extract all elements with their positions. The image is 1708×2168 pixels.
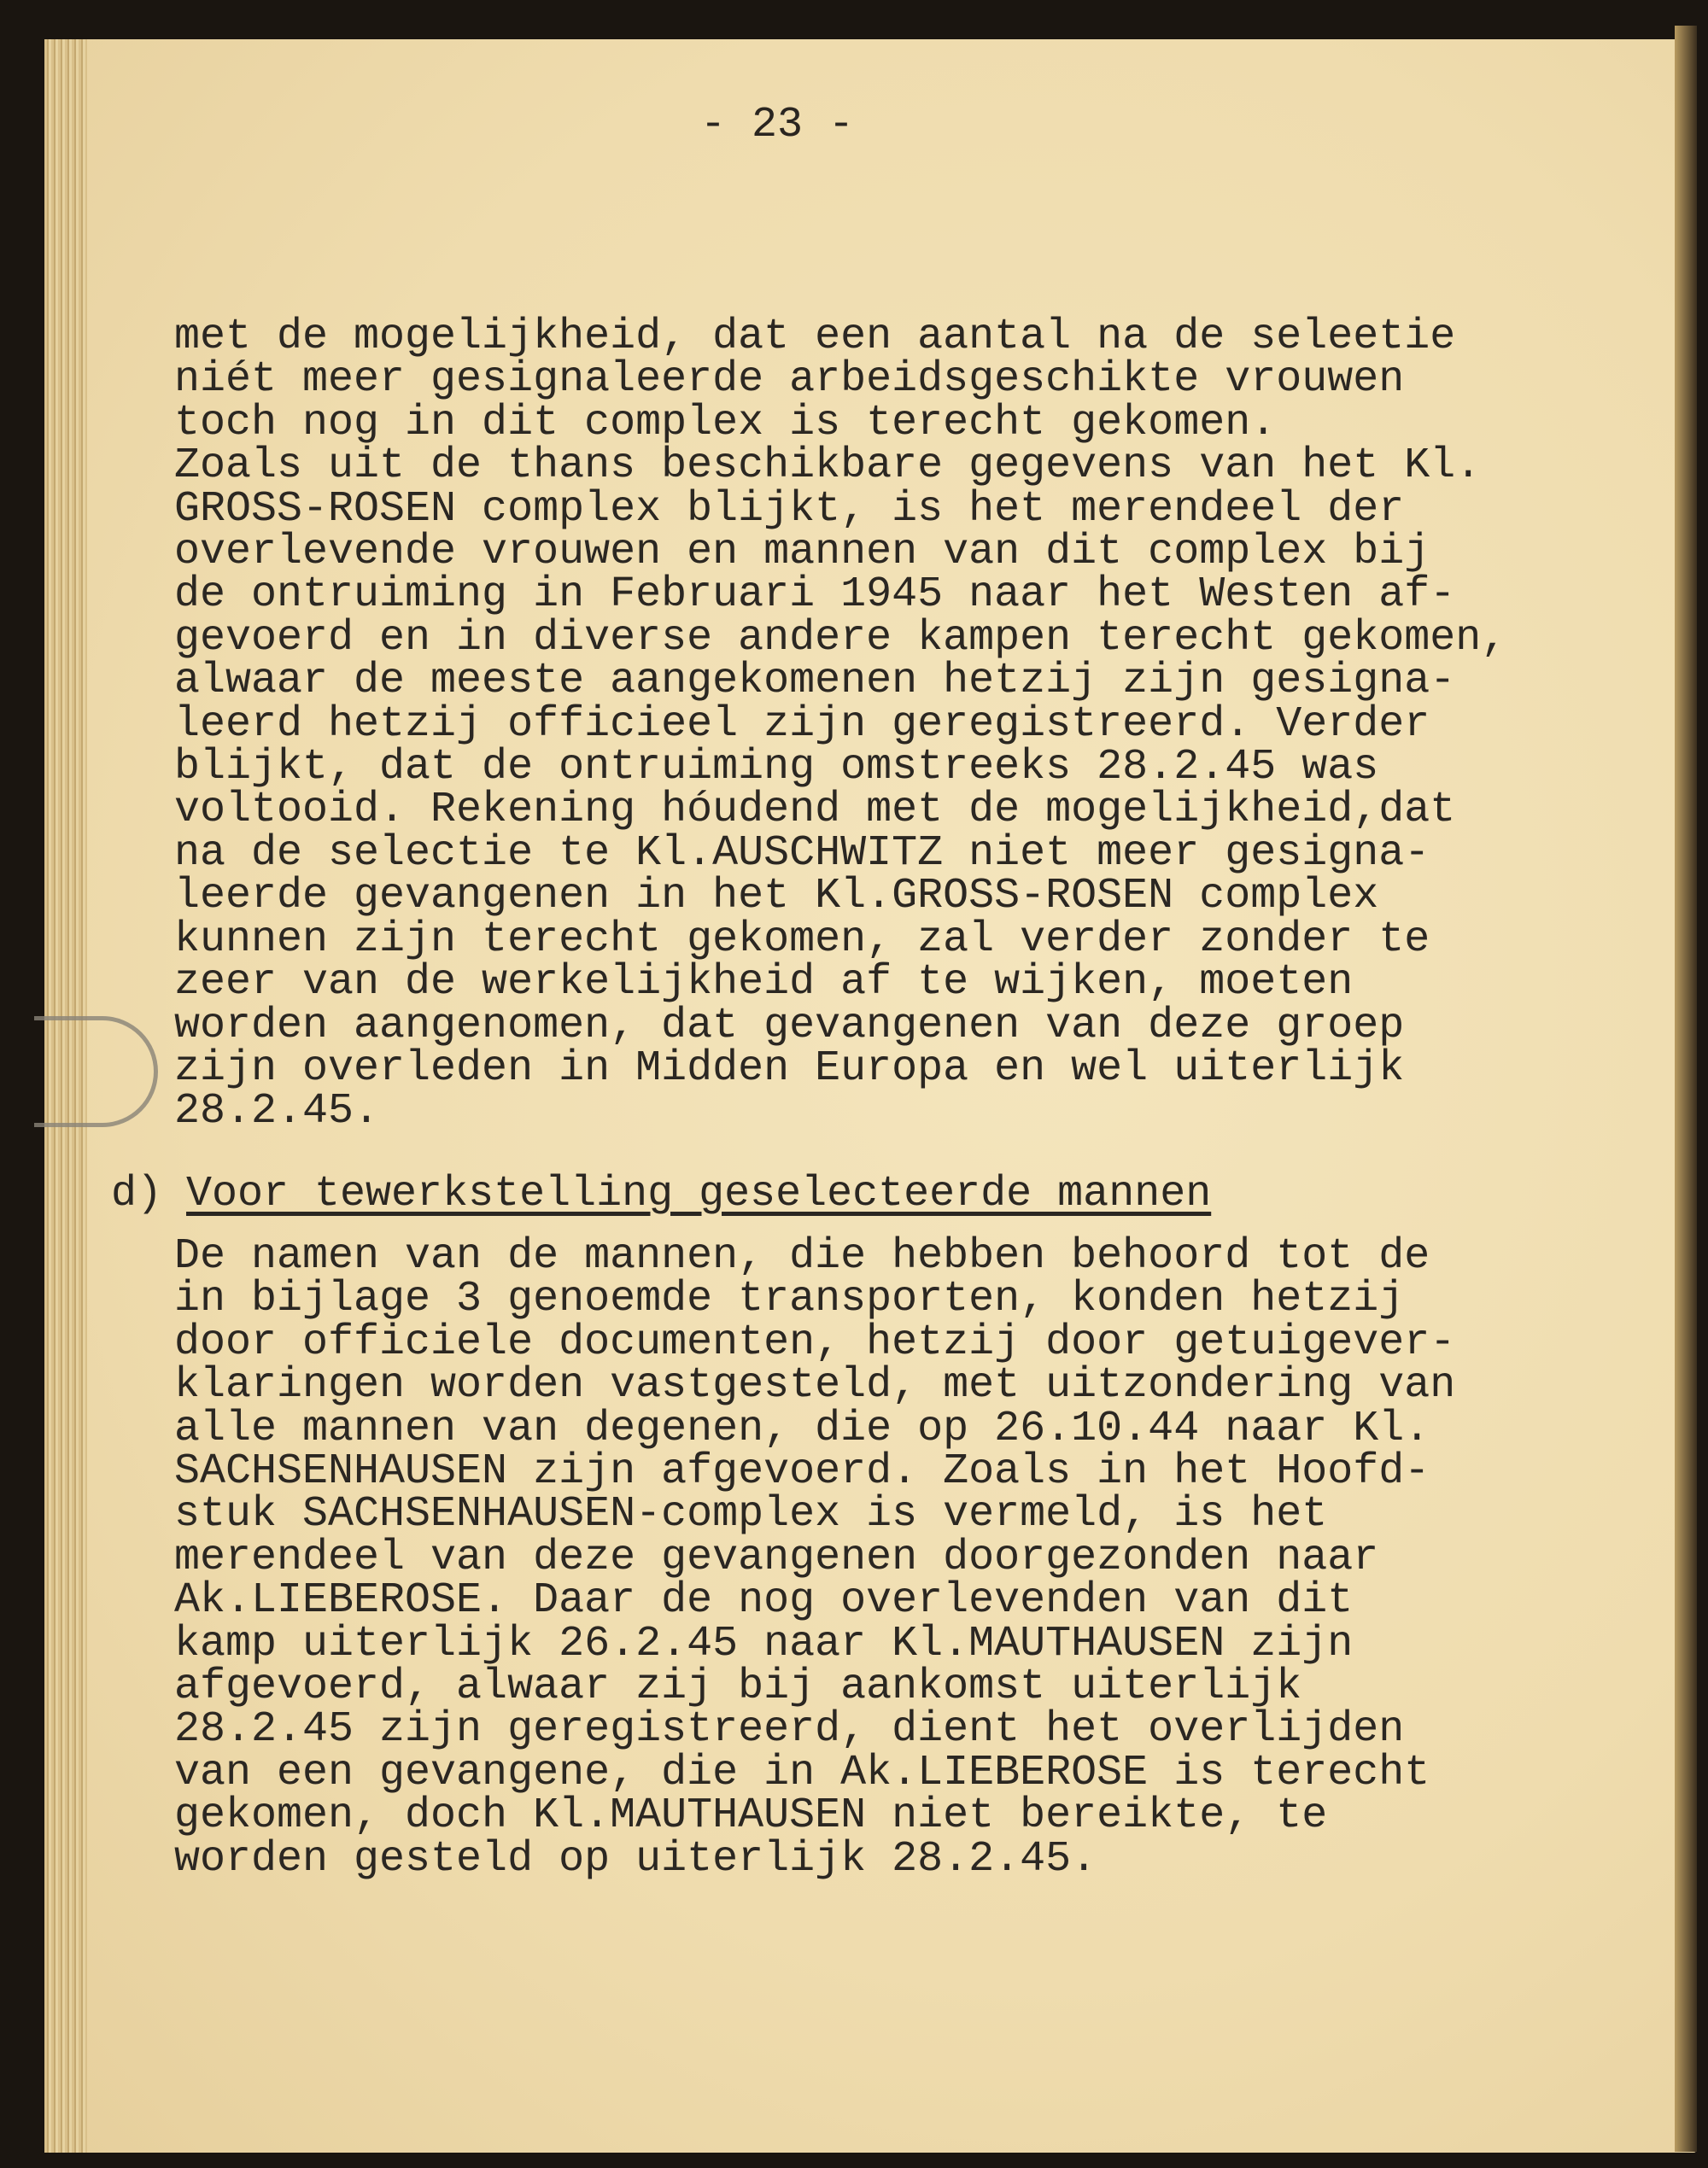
text-line: in bijlage 3 genoemde transporten, konden hetzij (174, 1275, 1405, 1324)
text-line: door officiele documenten, hetzij door getuigever- (174, 1318, 1456, 1367)
text-line: leerde gevangenen in het Kl.GROSS-ROSEN complex (174, 872, 1379, 921)
text-line: leerd hetzij officieel zijn geregistreerd. Verder (174, 699, 1430, 749)
text-line: zijn overleden in Midden Europa en wel uiterlijk (174, 1043, 1405, 1093)
text-line: worden gesteld op uiterlijk 28.2.45. (174, 1834, 1097, 1884)
paper-clip-icon (34, 1016, 158, 1127)
text-line: blijkt, dat de ontruiming omstreeks 28.2.45 was (174, 743, 1379, 792)
text-line: niét meer gesignaleerde arbeidsgeschikte vrouwen (174, 355, 1405, 405)
text-line: van een gevangene, die in Ak.LIEBEROSE is terecht (174, 1748, 1430, 1797)
paragraph-1 (174, 313, 1507, 1137)
section-title: Voor tewerkstelling geselecteerde mannen (186, 1170, 1212, 1218)
section-heading (111, 1170, 1211, 1218)
text-line: de ontruiming in Februari 1945 naar het Westen af- (174, 570, 1456, 620)
text-line: alle mannen van degenen, die op 26.10.44 naar Kl. (174, 1404, 1430, 1453)
text-line: GROSS-ROSEN complex blijkt, is het merendeel der (174, 484, 1405, 534)
page-number: - 23 - (700, 101, 855, 149)
text-line: gevoerd en in diverse andere kampen terecht gekomen, (174, 613, 1507, 663)
text-line: met de mogelijkheid, dat een aantal na de seleetie (174, 313, 1456, 361)
text-line: voltooid. Rekening hóudend met de mogelijkheid,dat (174, 786, 1456, 835)
text-line: Zoals uit de thans beschikbare gegevens van het Kl. (174, 441, 1482, 491)
text-line: worden aangenomen, dat gevangenen van deze groep (174, 1001, 1405, 1050)
text-line: De namen van de mannen, die hebben behoord tot de (174, 1232, 1430, 1281)
text-line: klaringen worden vastgesteld, met uitzondering van (174, 1361, 1456, 1411)
text-line: overlevende vrouwen en mannen van dit complex bij (174, 528, 1430, 577)
paragraph-2 (174, 1232, 1456, 1884)
text-line: toch nog in dit complex is terecht gekomen. (174, 398, 1277, 447)
text-line: SACHSENHAUSEN zijn afgevoerd. Zoals in het Hoofd- (174, 1447, 1430, 1497)
text-line: merendeel van deze gevangenen doorgezonden naar (174, 1533, 1379, 1582)
text-line: kamp uiterlijk 26.2.45 naar Kl.MAUTHAUSEN zijn (174, 1619, 1354, 1668)
text-line: zeer van de werkelijkheid af te wijken, moeten (174, 958, 1354, 1008)
text-line: 28.2.45. (174, 1087, 380, 1137)
section-marker: d) (111, 1170, 163, 1218)
text-line: kunnen zijn terecht gekomen, zal verder zonder te (174, 915, 1430, 964)
binding-gutter (1675, 26, 1697, 2152)
text-line: na de selectie te Kl.AUSCHWITZ niet meer gesigna- (174, 828, 1430, 878)
text-line: Ak.LIEBEROSE. Daar de nog overlevenden van dit (174, 1576, 1354, 1626)
text-line: alwaar de meeste aangekomenen hetzij zijn gesigna- (174, 657, 1456, 706)
text-line: 28.2.45 zijn geregistreerd, dient het overlijden (174, 1705, 1405, 1755)
text-line: afgevoerd, alwaar zij bij aankomst uiterlijk (174, 1663, 1302, 1712)
text-line: gekomen, doch Kl.MAUTHAUSEN niet bereikte, te (174, 1791, 1328, 1841)
text-line: stuk SACHSENHAUSEN-complex is vermeld, is het (174, 1490, 1328, 1540)
